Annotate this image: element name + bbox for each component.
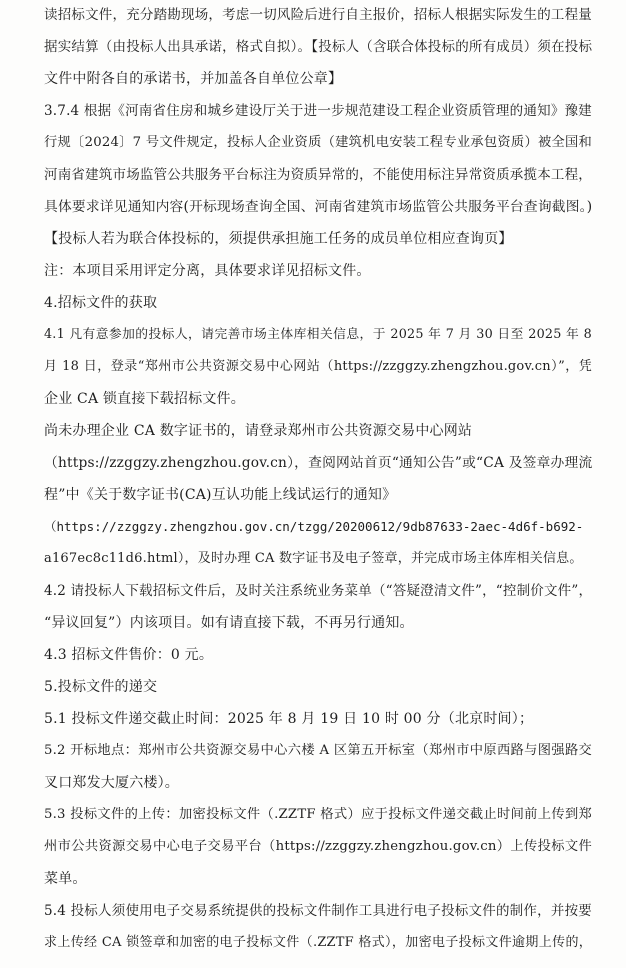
text-line: 注：本项目采用评定分离，具体要求详见招标文件。 xyxy=(44,263,371,279)
text-line: 4.2 请投标人下载招标文件后，及时关注系统业务菜单（“答疑澄清文件”，“控制价文件”， xyxy=(44,583,593,599)
section-heading: 5.投标文件的递交 xyxy=(44,679,158,695)
text-line: 文件中附各自的承诺书，并加盖各自单位公章】 xyxy=(44,71,343,87)
text-line: （https://zzggzy.zhengzhou.gov.cn），查阅网站首页“通知公告”或“CA 及签章办理流 xyxy=(44,455,593,471)
text-line: 尚未办理企业 CA 数字证书的，请登录郑州市公共资源交易中心网站 xyxy=(44,423,473,439)
text-line: 河南省建筑市场监管公共服务平台标注为资质异常的，不能使用标注异常资质承揽本工程， xyxy=(44,167,592,183)
text-line: 5.2 开标地点：郑州市公共资源交易中心六楼 A 区第五开标室（郑州市中原西路与图强路交 xyxy=(44,743,592,758)
text-line: 行规〔2024〕7 号文件规定，投标人企业资质（建筑机电安装工程专业承包资质）被全国和 xyxy=(44,135,592,150)
text-line: 5.1 投标文件递交截止时间：2025 年 8 月 19 日 10 时 00 分（北京时间）； xyxy=(44,711,534,727)
text-line: 读招标文件，充分踏勘现场，考虑一切风险后进行自主报价，招标人根据实际发生的工程量 xyxy=(44,7,592,23)
section-heading: 4.招标文件的获取 xyxy=(44,295,158,311)
text-line: 4.3 招标文件售价：0 元。 xyxy=(44,647,214,663)
text-line: 【投标人若为联合体投标的，须提供承担施工任务的成员单位相应查询页】 xyxy=(44,231,513,247)
text-line: 菜单。 xyxy=(44,871,87,887)
text-line: 4.1 凡有意参加的投标人，请完善市场主体库相关信息，于 2025 年 7 月 30 日至 2025 年 8 xyxy=(44,327,592,342)
text-line: 具体要求详见通知内容(开标现场查询全国、河南省建筑市场监管公共服务平台查询截图。) xyxy=(44,199,593,215)
text-line: a167ec8c11d6.html），及时办理 CA 数字证书及电子签章，并完成市场主体库相关信息。 xyxy=(44,551,583,566)
text-line: 求上传经 CA 锁签章和加密的电子投标文件（.ZZTF 格式），加密电子投标文件逾期上传的， xyxy=(44,935,592,950)
text-line: 5.4 投标人须使用电子交易系统提供的投标文件制作工具进行电子投标文件的制作，并按要 xyxy=(44,903,592,919)
url-line: （https://zzggzy.zhengzhou.gov.cn/tzgg/20200612/9db87633-2aec-4d6f-b692- xyxy=(44,519,584,534)
text-line: 程”中《关于数字证书(CA)互认功能上线试运行的通知》 xyxy=(44,487,397,503)
text-line: 3.7.4 根据《河南省住房和城乡建设厅关于进一步规范建设工程企业资质管理的通知》豫建 xyxy=(44,103,592,119)
text-line: “异议回复”）内该项目。如有请直接下载，不再另行通知。 xyxy=(44,615,414,631)
text-line: 企业 CA 锁直接下载招标文件。 xyxy=(44,391,245,407)
text-line: 据实结算（由投标人出具承诺，格式自拟）。【投标人（含联合体投标的所有成员）须在投标 xyxy=(44,39,593,55)
text-line: 叉口郑发大厦六楼）。 xyxy=(44,775,179,791)
text-line: 5.3 投标文件的上传：加密投标文件（.ZZTF 格式）应于投标文件递交截止时间前上传到郑 xyxy=(44,807,592,822)
text-line: 州市公共资源交易中心电子交易平台（https://zzggzy.zhengzhou.gov.cn）上传投标文件 xyxy=(44,839,592,854)
text-line: 月 18 日，登录“郑州市公共资源交易中心网站（https://zzggzy.zhengzhou.gov.cn）”，凭 xyxy=(44,359,592,374)
